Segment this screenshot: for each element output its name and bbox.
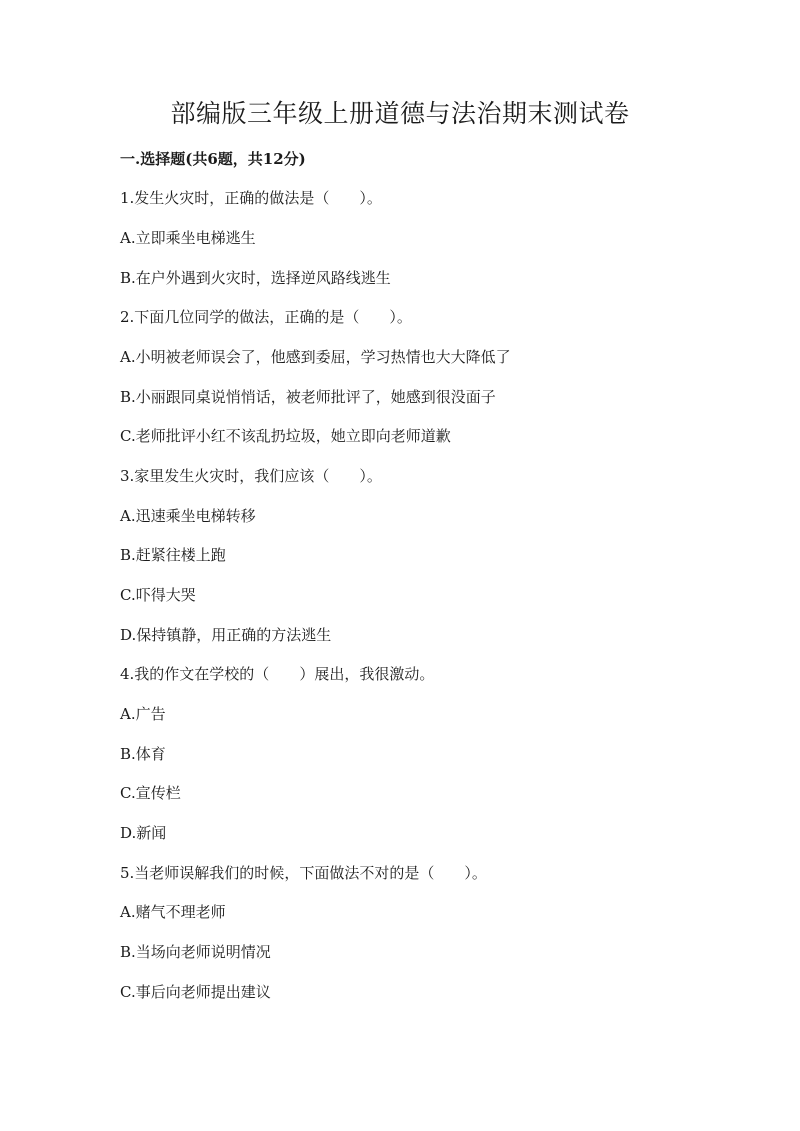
question-1: 1.发生火灾时，正确的做法是（ ）。 (120, 189, 382, 207)
question-3: 3.家里发生火灾时，我们应该（ ）。 (120, 467, 382, 485)
option-2a: A.小明被老师误会了，他感到委屈，学习热情也大大降低了 (120, 348, 511, 366)
option-1b: B.在户外遇到火灾时，选择逆风路线逃生 (120, 269, 391, 287)
option-5b: B.当场向老师说明情况 (120, 943, 271, 961)
option-2c: C.老师批评小红不该乱扔垃圾，她立即向老师道歉 (120, 427, 451, 445)
option-2b: B.小丽跟同桌说悄悄话，被老师批评了，她感到很没面子 (120, 388, 496, 406)
option-5c: C.事后向老师提出建议 (120, 983, 271, 1001)
option-3b: B.赶紧往楼上跑 (120, 546, 226, 564)
option-4a: A.广告 (120, 705, 166, 723)
page-title: 部编版三年级上册道德与法治期末测试卷 (170, 99, 630, 128)
question-4: 4.我的作文在学校的（ ）展出，我很激动。 (120, 665, 435, 683)
option-4d: D.新闻 (120, 824, 167, 842)
option-3c: C.吓得大哭 (120, 586, 196, 604)
question-5: 5.当老师误解我们的时候，下面做法不对的是（ ）。 (120, 864, 487, 882)
option-4c: C.宣传栏 (120, 784, 181, 802)
option-1a: A.立即乘坐电梯逃生 (120, 229, 256, 247)
option-3a: A.迅速乘坐电梯转移 (120, 507, 256, 525)
option-3d: D.保持镇静，用正确的方法逃生 (120, 626, 332, 644)
section-heading: 一.选择题(共6题，共12分) (120, 150, 306, 168)
option-4b: B.体育 (120, 745, 166, 763)
question-2: 2.下面几位同学的做法，正确的是（ ）。 (120, 308, 412, 326)
option-5a: A.赌气不理老师 (120, 903, 226, 921)
